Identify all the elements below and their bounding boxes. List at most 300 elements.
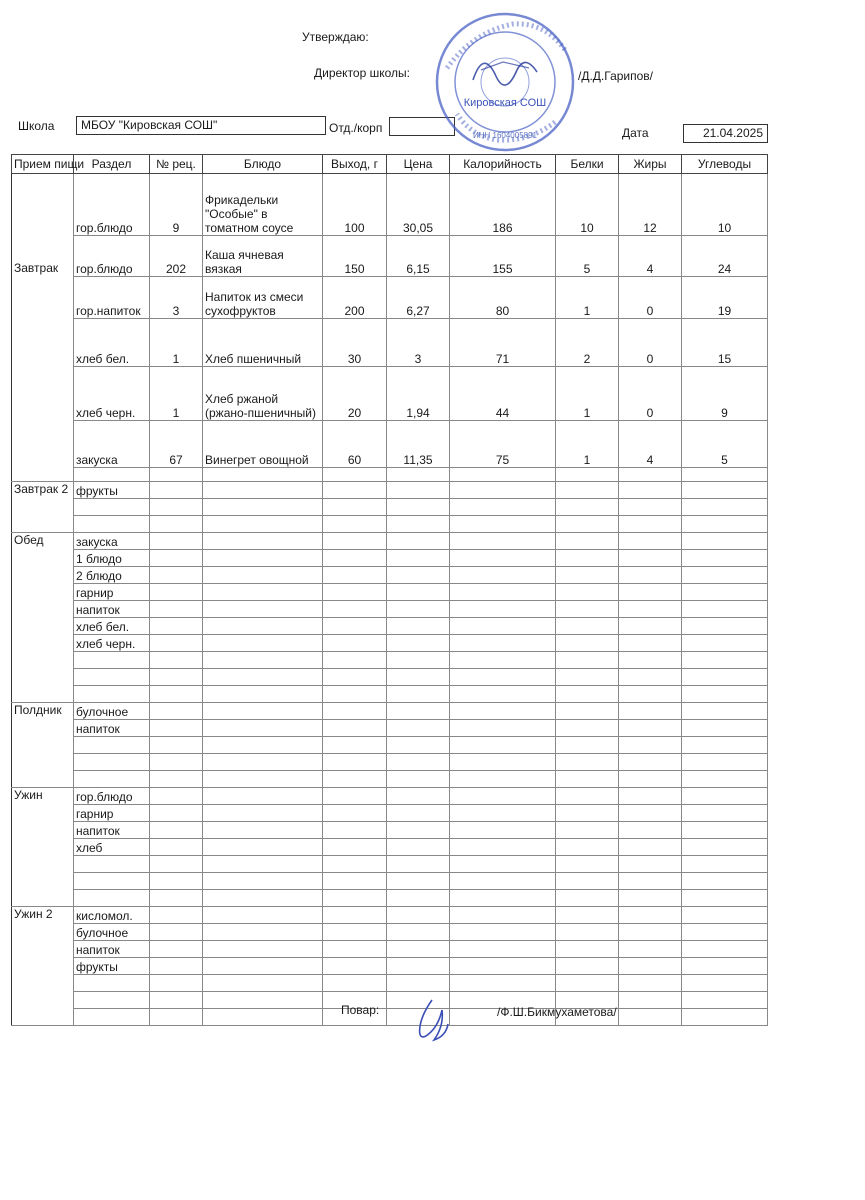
- table-row: [12, 567, 768, 584]
- empty-cell: [619, 907, 682, 924]
- section-cell: [74, 499, 150, 516]
- empty-cell: [203, 635, 323, 652]
- output-cell: 100: [323, 174, 387, 236]
- empty-cell: [619, 992, 682, 1009]
- empty-cell: [387, 737, 450, 754]
- empty-cell: [450, 720, 556, 737]
- empty-cell: [387, 686, 450, 703]
- section-cell: [74, 771, 150, 788]
- empty-cell: [323, 669, 387, 686]
- empty-cell: [203, 856, 323, 873]
- meal-name: Полдник: [12, 703, 74, 788]
- empty-cell: [556, 873, 619, 890]
- empty-cell: [682, 550, 768, 567]
- empty-cell: [150, 720, 203, 737]
- empty-cell: [387, 890, 450, 907]
- empty-cell: [450, 822, 556, 839]
- empty-cell: [387, 856, 450, 873]
- price-cell: 6,15: [387, 236, 450, 277]
- col-price: Цена: [387, 155, 450, 174]
- empty-cell: [450, 890, 556, 907]
- col-carbs: Углеводы: [682, 155, 768, 174]
- empty-cell: [556, 754, 619, 771]
- empty-cell: [556, 618, 619, 635]
- price-cell: 1,94: [387, 367, 450, 421]
- empty-cell: [450, 788, 556, 805]
- empty-cell: [323, 618, 387, 635]
- section-cell: [74, 737, 150, 754]
- col-dish: Блюдо: [203, 155, 323, 174]
- empty-cell: [450, 482, 556, 499]
- output-cell: 20: [323, 367, 387, 421]
- table-row: [12, 754, 768, 771]
- table-row: [12, 601, 768, 618]
- table-row: [12, 635, 768, 652]
- section-cell: [74, 1009, 150, 1026]
- empty-cell: [387, 482, 450, 499]
- carbs-cell: 10: [682, 174, 768, 236]
- empty-cell: [323, 499, 387, 516]
- empty-cell: [203, 720, 323, 737]
- empty-cell: [387, 754, 450, 771]
- section-cell: гарнир: [74, 805, 150, 822]
- fat-cell: 4: [619, 236, 682, 277]
- fat-cell: [619, 468, 682, 482]
- table-row: [12, 771, 768, 788]
- empty-cell: [619, 788, 682, 805]
- empty-cell: [450, 737, 556, 754]
- section-cell: закуска: [74, 421, 150, 468]
- empty-cell: [682, 788, 768, 805]
- section-cell: закуска: [74, 533, 150, 550]
- empty-cell: [619, 941, 682, 958]
- empty-cell: [387, 839, 450, 856]
- price-cell: 6,27: [387, 277, 450, 319]
- empty-cell: [556, 890, 619, 907]
- col-fat: Жиры: [619, 155, 682, 174]
- empty-cell: [323, 890, 387, 907]
- kcal-cell: 186: [450, 174, 556, 236]
- empty-cell: [150, 635, 203, 652]
- fat-cell: 0: [619, 367, 682, 421]
- empty-cell: [556, 975, 619, 992]
- section-cell: 1 блюдо: [74, 550, 150, 567]
- empty-cell: [323, 567, 387, 584]
- table-row: [12, 737, 768, 754]
- empty-cell: [323, 550, 387, 567]
- empty-cell: [556, 601, 619, 618]
- meal-name: Ужин: [12, 788, 74, 907]
- protein-cell: [556, 468, 619, 482]
- empty-cell: [682, 856, 768, 873]
- empty-cell: [387, 516, 450, 533]
- empty-cell: [323, 839, 387, 856]
- protein-cell: 1: [556, 421, 619, 468]
- empty-cell: [150, 958, 203, 975]
- section-cell: хлеб черн.: [74, 367, 150, 421]
- empty-cell: [682, 703, 768, 720]
- empty-cell: [150, 686, 203, 703]
- protein-cell: 1: [556, 277, 619, 319]
- table-row: [12, 856, 768, 873]
- protein-cell: 5: [556, 236, 619, 277]
- empty-cell: [556, 635, 619, 652]
- empty-cell: [450, 669, 556, 686]
- empty-cell: [387, 618, 450, 635]
- empty-cell: [682, 567, 768, 584]
- empty-cell: [556, 482, 619, 499]
- protein-cell: 1: [556, 367, 619, 421]
- empty-cell: [387, 550, 450, 567]
- empty-cell: [682, 686, 768, 703]
- col-section: Раздел: [74, 155, 150, 174]
- kcal-cell: 75: [450, 421, 556, 468]
- empty-cell: [150, 805, 203, 822]
- table-row: [12, 703, 768, 720]
- table-row: [12, 822, 768, 839]
- section-cell: напиток: [74, 941, 150, 958]
- empty-cell: [150, 499, 203, 516]
- empty-cell: [450, 635, 556, 652]
- stamp-text: Кировская СОШ: [463, 97, 547, 109]
- kcal-cell: 80: [450, 277, 556, 319]
- section-cell: напиток: [74, 720, 150, 737]
- empty-cell: [556, 584, 619, 601]
- empty-cell: [387, 669, 450, 686]
- empty-cell: [203, 975, 323, 992]
- director-label: Директор школы:: [314, 66, 410, 80]
- empty-cell: [450, 924, 556, 941]
- section-cell: [74, 975, 150, 992]
- empty-cell: [619, 533, 682, 550]
- empty-cell: [619, 839, 682, 856]
- fat-cell: 0: [619, 277, 682, 319]
- empty-cell: [387, 601, 450, 618]
- section-cell: гарнир: [74, 584, 150, 601]
- empty-cell: [450, 754, 556, 771]
- section-cell: [74, 856, 150, 873]
- menu-table: [11, 154, 768, 1026]
- output-cell: 200: [323, 277, 387, 319]
- empty-cell: [203, 652, 323, 669]
- empty-cell: [387, 584, 450, 601]
- recipe-cell: 67: [150, 421, 203, 468]
- empty-cell: [150, 618, 203, 635]
- empty-cell: [387, 652, 450, 669]
- empty-cell: [619, 618, 682, 635]
- table-row: [12, 618, 768, 635]
- empty-cell: [323, 737, 387, 754]
- empty-cell: [150, 941, 203, 958]
- empty-cell: [150, 533, 203, 550]
- carbs-cell: 9: [682, 367, 768, 421]
- empty-cell: [203, 618, 323, 635]
- section-cell: фрукты: [74, 958, 150, 975]
- empty-cell: [203, 584, 323, 601]
- empty-cell: [450, 550, 556, 567]
- empty-cell: [323, 533, 387, 550]
- empty-cell: [682, 805, 768, 822]
- section-cell: [74, 686, 150, 703]
- empty-cell: [323, 856, 387, 873]
- empty-cell: [150, 669, 203, 686]
- empty-cell: [450, 975, 556, 992]
- empty-cell: [682, 618, 768, 635]
- school-label: Школа: [18, 119, 55, 133]
- empty-cell: [682, 839, 768, 856]
- empty-cell: [619, 805, 682, 822]
- empty-cell: [619, 669, 682, 686]
- table-row: [12, 516, 768, 533]
- section-cell: булочное: [74, 703, 150, 720]
- empty-cell: [150, 601, 203, 618]
- empty-cell: [619, 890, 682, 907]
- price-cell: [387, 468, 450, 482]
- empty-cell: [450, 703, 556, 720]
- empty-cell: [387, 975, 450, 992]
- empty-cell: [619, 601, 682, 618]
- empty-cell: [556, 941, 619, 958]
- cook-label: Повар:: [341, 1003, 380, 1017]
- empty-cell: [323, 907, 387, 924]
- empty-cell: [150, 822, 203, 839]
- table-header: [12, 155, 768, 174]
- meal-name: Завтрак: [12, 174, 74, 482]
- empty-cell: [682, 924, 768, 941]
- section-cell: булочное: [74, 924, 150, 941]
- dish-cell: Каша ячневая вязкая: [203, 236, 323, 277]
- dish-cell: Винегрет овощной: [203, 421, 323, 468]
- empty-cell: [450, 533, 556, 550]
- empty-cell: [387, 499, 450, 516]
- empty-cell: [150, 482, 203, 499]
- empty-cell: [387, 635, 450, 652]
- empty-cell: [619, 482, 682, 499]
- empty-cell: [556, 516, 619, 533]
- empty-cell: [682, 941, 768, 958]
- empty-cell: [556, 788, 619, 805]
- empty-cell: [150, 992, 203, 1009]
- table-row: [12, 669, 768, 686]
- empty-cell: [387, 958, 450, 975]
- empty-cell: [556, 907, 619, 924]
- carbs-cell: [682, 468, 768, 482]
- empty-cell: [556, 737, 619, 754]
- empty-cell: [203, 533, 323, 550]
- empty-cell: [203, 499, 323, 516]
- empty-cell: [682, 635, 768, 652]
- empty-cell: [682, 601, 768, 618]
- dish-cell: Хлеб ржаной (ржано-пшеничный): [203, 367, 323, 421]
- price-cell: 11,35: [387, 421, 450, 468]
- empty-cell: [619, 754, 682, 771]
- empty-cell: [619, 652, 682, 669]
- empty-cell: [682, 907, 768, 924]
- table-row: [12, 890, 768, 907]
- empty-cell: [323, 788, 387, 805]
- empty-cell: [619, 703, 682, 720]
- section-cell: гор.блюдо: [74, 236, 150, 277]
- empty-cell: [450, 567, 556, 584]
- empty-cell: [323, 516, 387, 533]
- empty-cell: [682, 1009, 768, 1026]
- empty-cell: [682, 737, 768, 754]
- date-label: Дата: [622, 126, 649, 140]
- empty-cell: [323, 975, 387, 992]
- empty-cell: [556, 839, 619, 856]
- table-row: [12, 468, 768, 482]
- empty-cell: [556, 533, 619, 550]
- empty-cell: [323, 754, 387, 771]
- empty-cell: [450, 771, 556, 788]
- recipe-cell: [150, 468, 203, 482]
- empty-cell: [150, 516, 203, 533]
- empty-cell: [619, 924, 682, 941]
- price-cell: 30,05: [387, 174, 450, 236]
- empty-cell: [556, 669, 619, 686]
- empty-cell: [682, 499, 768, 516]
- empty-cell: [323, 703, 387, 720]
- cook-signature-icon: [412, 996, 452, 1046]
- empty-cell: [150, 550, 203, 567]
- empty-cell: [450, 958, 556, 975]
- empty-cell: [203, 924, 323, 941]
- table-row: [12, 720, 768, 737]
- table-row: [12, 367, 768, 421]
- empty-cell: [323, 771, 387, 788]
- output-cell: 60: [323, 421, 387, 468]
- empty-cell: [203, 941, 323, 958]
- empty-cell: [387, 907, 450, 924]
- output-cell: [323, 468, 387, 482]
- section-cell: хлеб черн.: [74, 635, 150, 652]
- date-field[interactable]: 21.04.2025: [683, 124, 768, 143]
- empty-cell: [556, 499, 619, 516]
- section-cell: [74, 890, 150, 907]
- empty-cell: [619, 720, 682, 737]
- empty-cell: [323, 635, 387, 652]
- empty-cell: [323, 584, 387, 601]
- col-protein: Белки: [556, 155, 619, 174]
- section-cell: хлеб: [74, 839, 150, 856]
- school-field[interactable]: МБОУ "Кировская СОШ": [76, 116, 326, 135]
- empty-cell: [619, 856, 682, 873]
- empty-cell: [682, 771, 768, 788]
- empty-cell: [619, 771, 682, 788]
- empty-cell: [203, 516, 323, 533]
- empty-cell: [619, 635, 682, 652]
- empty-cell: [619, 499, 682, 516]
- carbs-cell: 15: [682, 319, 768, 367]
- empty-cell: [150, 1009, 203, 1026]
- empty-cell: [619, 873, 682, 890]
- empty-cell: [323, 686, 387, 703]
- output-cell: 150: [323, 236, 387, 277]
- empty-cell: [682, 873, 768, 890]
- table-row: [12, 788, 768, 805]
- col-recipe: № рец.: [150, 155, 203, 174]
- meal-name: Завтрак 2: [12, 482, 74, 533]
- empty-cell: [619, 737, 682, 754]
- school-stamp: [433, 10, 578, 155]
- empty-cell: [387, 720, 450, 737]
- section-cell: 2 блюдо: [74, 567, 150, 584]
- cook-name: /Ф.Ш.Бикмухаметова/: [497, 1005, 617, 1019]
- empty-cell: [619, 975, 682, 992]
- empty-cell: [150, 652, 203, 669]
- empty-cell: [323, 941, 387, 958]
- empty-cell: [150, 856, 203, 873]
- empty-cell: [387, 533, 450, 550]
- empty-cell: [619, 550, 682, 567]
- empty-cell: [619, 686, 682, 703]
- carbs-cell: 24: [682, 236, 768, 277]
- empty-cell: [150, 873, 203, 890]
- empty-cell: [203, 992, 323, 1009]
- section-cell: [74, 669, 150, 686]
- section-cell: хлеб бел.: [74, 618, 150, 635]
- recipe-cell: 202: [150, 236, 203, 277]
- empty-cell: [323, 720, 387, 737]
- empty-cell: [150, 839, 203, 856]
- section-cell: [74, 873, 150, 890]
- col-kcal: Калорийность: [450, 155, 556, 174]
- empty-cell: [203, 703, 323, 720]
- carbs-cell: 5: [682, 421, 768, 468]
- table-row: [12, 319, 768, 367]
- table-row: [12, 533, 768, 550]
- empty-cell: [150, 567, 203, 584]
- table-row: [12, 482, 768, 499]
- empty-cell: [682, 958, 768, 975]
- empty-cell: [556, 924, 619, 941]
- table-row: [12, 584, 768, 601]
- empty-cell: [387, 788, 450, 805]
- empty-cell: [150, 703, 203, 720]
- empty-cell: [619, 567, 682, 584]
- empty-cell: [150, 771, 203, 788]
- section-cell: гор.блюдо: [74, 174, 150, 236]
- empty-cell: [203, 839, 323, 856]
- dept-label: Отд./корп: [329, 121, 383, 135]
- empty-cell: [323, 924, 387, 941]
- empty-cell: [682, 516, 768, 533]
- empty-cell: [450, 601, 556, 618]
- empty-cell: [203, 890, 323, 907]
- output-cell: 30: [323, 319, 387, 367]
- col-meal: Прием пищи: [12, 155, 74, 174]
- empty-cell: [387, 822, 450, 839]
- section-cell: напиток: [74, 822, 150, 839]
- empty-cell: [556, 822, 619, 839]
- empty-cell: [682, 975, 768, 992]
- empty-cell: [450, 839, 556, 856]
- kcal-cell: 44: [450, 367, 556, 421]
- table-row: [12, 686, 768, 703]
- empty-cell: [387, 873, 450, 890]
- empty-cell: [556, 703, 619, 720]
- table-row: [12, 873, 768, 890]
- empty-cell: [203, 788, 323, 805]
- empty-cell: [150, 584, 203, 601]
- section-cell: напиток: [74, 601, 150, 618]
- empty-cell: [450, 907, 556, 924]
- empty-cell: [203, 482, 323, 499]
- fat-cell: 12: [619, 174, 682, 236]
- table-row: [12, 550, 768, 567]
- dish-cell: Фрикадельки "Особые" в томатном соусе: [203, 174, 323, 236]
- empty-cell: [203, 873, 323, 890]
